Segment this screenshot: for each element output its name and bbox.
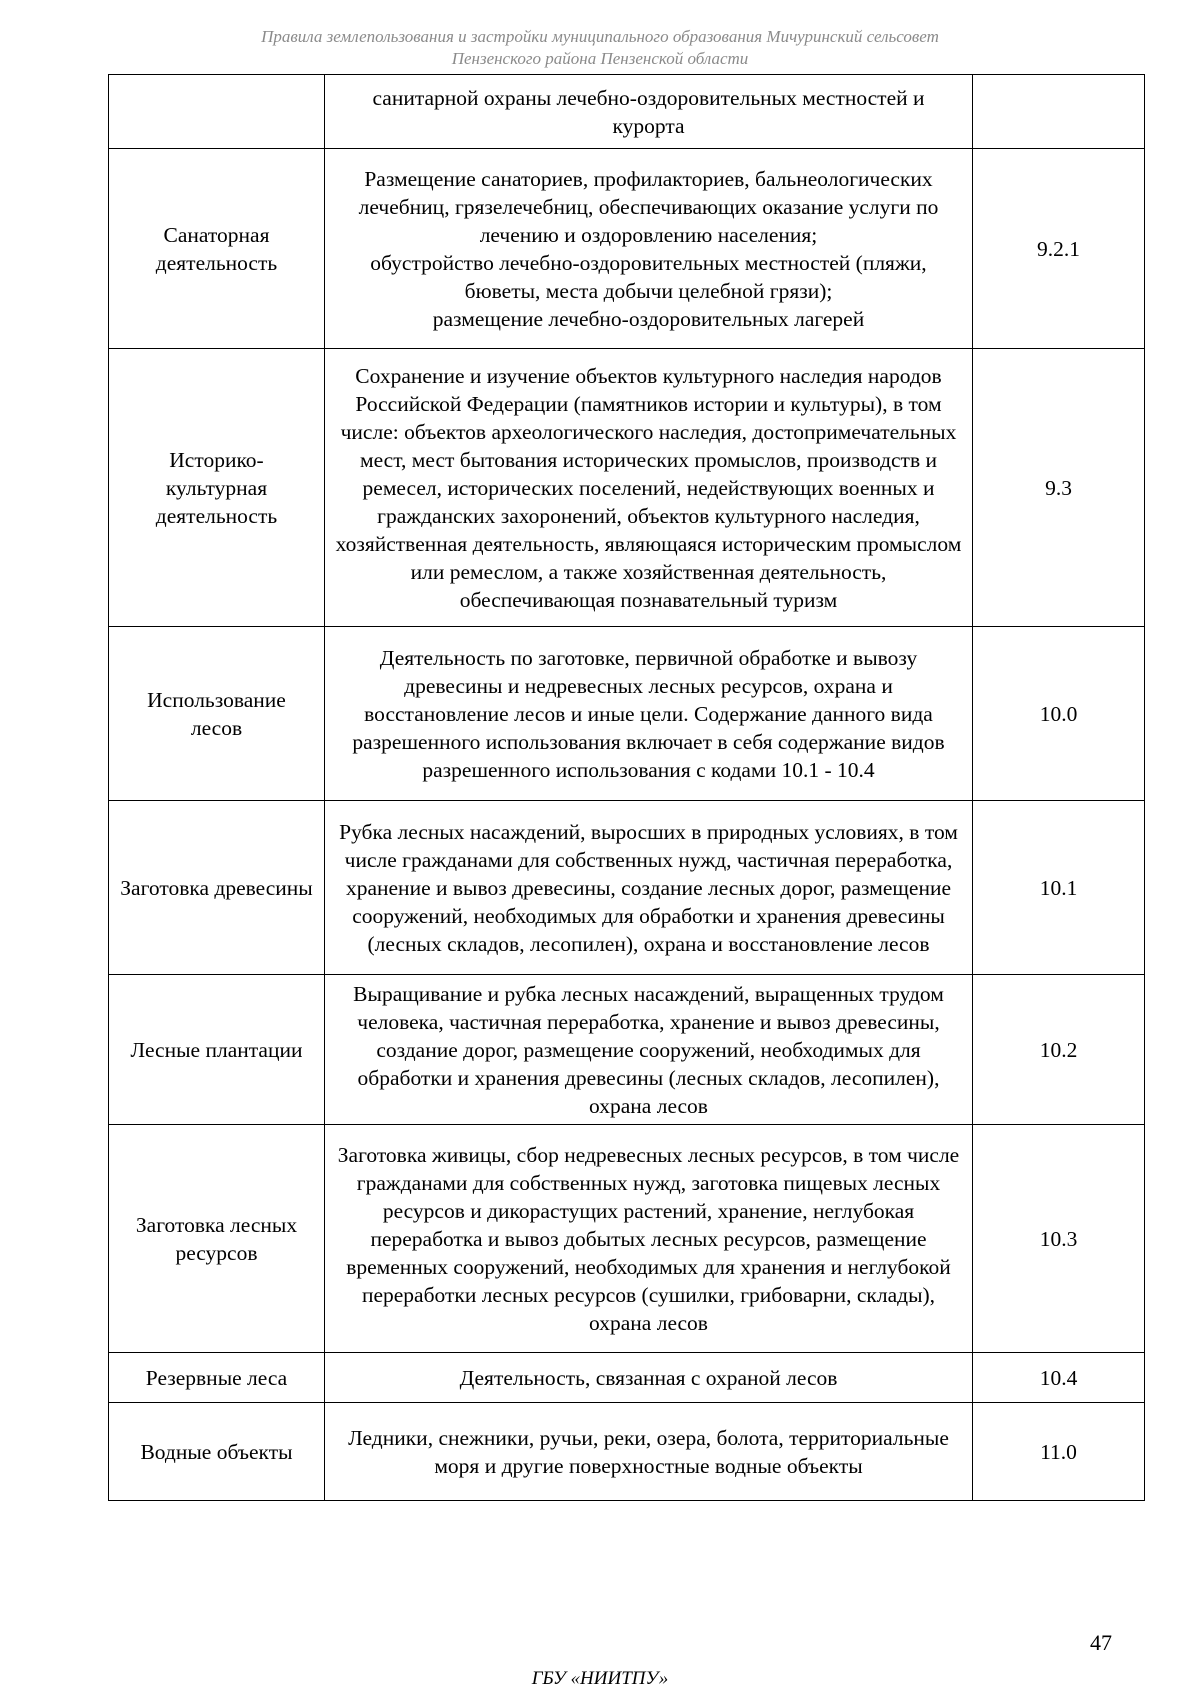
table-row xyxy=(109,975,1145,1125)
table-row xyxy=(109,1353,1145,1403)
description-text: Заготовка живицы, сбор недревесных лесных ресурсов, в том числе гражданами для собственных нужд, заготовка пищевых лесных ресурсов и дикорастущих растений, хранение, неглубокая переработка и вывоз добытых лесных ресурсов, размещение временных сооружений, необходимых для хранения и неглубокой переработки лесных ресурсов (сушилки, грибоварни, склады), охрана лесов xyxy=(337,1142,960,1335)
code-cell xyxy=(973,75,1145,149)
code-cell: 9.2.1 xyxy=(973,149,1145,349)
description-text: санитарной охраны лечебно-оздоровительных местностей и курорта xyxy=(372,85,925,138)
description-cell xyxy=(325,349,973,627)
page-number: 47 xyxy=(1090,1630,1112,1655)
table-row xyxy=(109,349,1145,627)
description-cell xyxy=(325,801,973,975)
description-text: Ледники, снежники, ручьи, реки, озера, болота, территориальные моря и другие поверхностные водные объекты xyxy=(348,1425,949,1478)
description-text: Рубка лесных насаждений, выросших в природных условиях, в том числе гражданами для собственных нужд, частичная переработка, хранение и вывоз древесины, создание лесных дорог, размещение сооружений, необходимых для обработки и хранения древесины (лесных складов, лесопилен), охрана и восстановление лесов xyxy=(339,819,958,956)
header-line-2: Пензенского района Пензенской области xyxy=(451,49,749,68)
description-cell xyxy=(325,1125,973,1353)
use-name-cell: Лесные плантации xyxy=(109,975,325,1125)
code-cell: 10.1 xyxy=(973,801,1145,975)
description-text: Выращивание и рубка лесных насаждений, выращенных трудом человека, частичная переработка, хранение и вывоз древесины, создание дорог, размещение сооружений, необходимых для обработки и хранения древесины (лесных складов, лесопилен), охрана лесов xyxy=(353,981,944,1118)
use-name-cell xyxy=(109,75,325,149)
description-cell xyxy=(325,627,973,801)
header-line-1: Правила землепользования и застройки муниципального образования Мичуринский сельсовет xyxy=(261,27,939,46)
code-cell: 11.0 xyxy=(973,1403,1145,1501)
code-cell: 10.0 xyxy=(973,627,1145,801)
land-use-table xyxy=(108,74,1145,1501)
description-text: размещение лечебно-оздоровительных лагерей xyxy=(432,306,865,331)
description-cell xyxy=(325,1353,973,1403)
use-name-cell: Историко-культурная деятельность xyxy=(109,349,325,627)
code-cell: 10.4 xyxy=(973,1353,1145,1403)
table-row xyxy=(109,1403,1145,1501)
description-cell xyxy=(325,975,973,1125)
description-text: Деятельность, связанная с охраной лесов xyxy=(459,1365,838,1390)
use-name-cell: Использование лесов xyxy=(109,627,325,801)
page-header xyxy=(100,26,1100,70)
description-text: обустройство лечебно-оздоровительных местностей (пляжи, бюветы, места добычи целебной грязи); xyxy=(370,250,927,303)
table-row xyxy=(109,801,1145,975)
description-cell xyxy=(325,149,973,349)
use-name-cell: Санаторная деятельность xyxy=(109,149,325,349)
description-text: Сохранение и изучение объектов культурного наследия народов Российской Федерации (памятников истории и культуры), в том числе: объектов археологического наследия, достопримечательных мест, мест бытования исторических промыслов, производств и ремесел, исторических поселений, недействующих военных и гражданских захоронений, объектов культурного наследия, хозяйственная деятельность, являющаяся историческим промыслом или ремеслом, а также хозяйственная деятельность, обеспечивающая познавательный туризм xyxy=(335,363,962,612)
table-row xyxy=(109,1125,1145,1353)
use-name-cell: Заготовка лесных ресурсов xyxy=(109,1125,325,1353)
use-name-cell: Резервные леса xyxy=(109,1353,325,1403)
description-text: Деятельность по заготовке, первичной обработке и вывозу древесины и недревесных лесных ресурсов, охрана и восстановление лесов и иные цели. Содержание данного вида разрешенного использования включает в себя содержание видов разрешенного использования с кодами 10.1 - 10.4 xyxy=(352,645,945,782)
code-cell: 10.3 xyxy=(973,1125,1145,1353)
table-row xyxy=(109,149,1145,349)
description-text: Размещение санаториев, профилакториев, бальнеологических лечебниц, грязелечебниц, обеспечивающих оказание услуги по лечению и оздоровлению населения; xyxy=(358,166,939,247)
use-name-cell: Заготовка древесины xyxy=(109,801,325,975)
code-cell: 9.3 xyxy=(973,349,1145,627)
table-row xyxy=(109,75,1145,149)
description-cell xyxy=(325,1403,973,1501)
description-cell xyxy=(325,75,973,149)
code-cell: 10.2 xyxy=(973,975,1145,1125)
page-footer: ГБУ «НИИТПУ» xyxy=(531,1668,669,1689)
table-row xyxy=(109,627,1145,801)
use-name-cell: Водные объекты xyxy=(109,1403,325,1501)
